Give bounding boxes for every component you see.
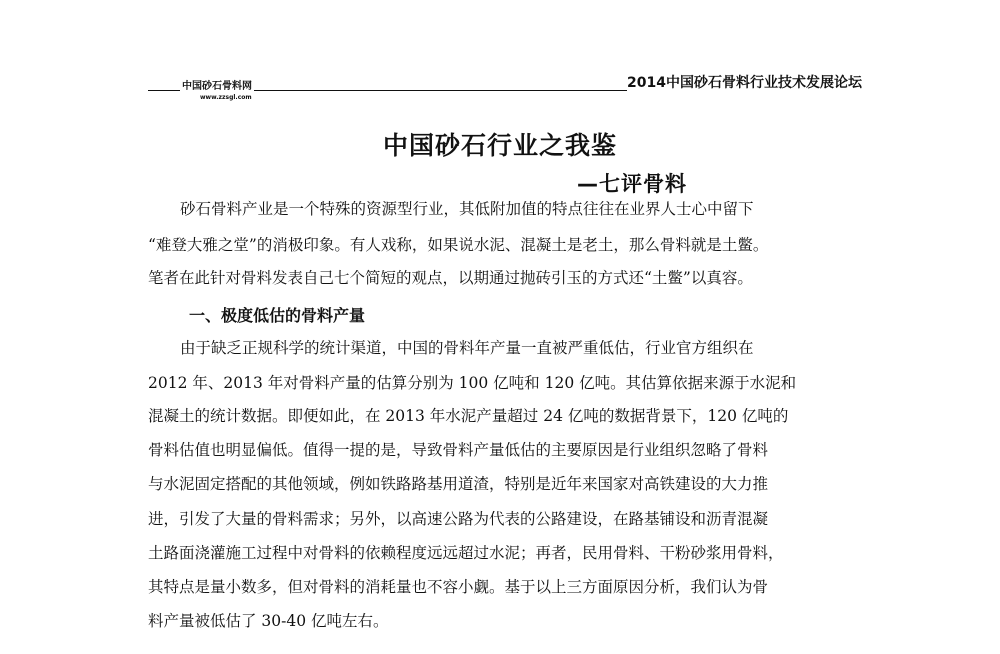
intro-line: 砂石骨料产业是一个特殊的资源型行业，其低附加值的特点往往在业界人士心中留下 — [180, 200, 754, 218]
body-line: 料产量被低估了 30-40 亿吨左右。 — [148, 612, 389, 630]
body-line: 进，引发了大量的骨料需求；另外，以高速公路为代表的公路建设，在路基铺设和沥青混凝 — [148, 510, 769, 528]
body-line: 2012 年、2013 年对骨料产量的估算分别为 100 亿吨和 120 亿吨。其估算依据来源于水泥和 — [148, 374, 797, 392]
body-line: 土路面浇灌施工过程中对骨料的依赖程度远远超过水泥；再者，民用骨料、干粉砂浆用骨料， — [148, 544, 784, 562]
intro-line: “难登大雅之堂”的消极印象。有人戏称，如果说水泥、混凝土是老土，那么骨料就是土鳖。 — [148, 236, 769, 254]
section-heading: 一、极度低估的骨料产量 — [189, 306, 366, 325]
article-subtitle: —七评骨料 — [577, 172, 687, 196]
body-line: 与水泥固定搭配的其他领域，例如铁路路基用道渣，特别是近年来国家对高铁建设的大力推 — [148, 475, 769, 493]
body-line: 骨料估值也明显偏低。值得一提的是，导致骨料产量低估的主要原因是行业组织忽略了骨料 — [148, 441, 769, 459]
header-logo: 中国砂石骨料网 — [180, 77, 254, 92]
body-line: 混凝土的统计数据。即便如此，在 2013 年水泥产量超过 24 亿吨的数据背景下，120 亿吨的 — [148, 407, 789, 425]
forum-title: 2014中国砂石骨料行业技术发展论坛 — [627, 72, 862, 92]
page-header — [148, 68, 862, 100]
intro-line: 笔者在此针对骨料发表自己七个简短的观点，以期通过抛砖引玉的方式还“土鳖”以真容。 — [148, 269, 753, 287]
body-line: 由于缺乏正规科学的统计渠道，中国的骨料年产量一直被严重低估，行业官方组织在 — [180, 339, 754, 357]
body-line: 其特点是量小数多，但对骨料的消耗量也不容小觑。基于以上三方面原因分析，我们认为骨 — [148, 578, 769, 596]
article-title: 中国砂石行业之我鉴 — [382, 131, 617, 160]
header-logo-url: www.zzsgl.com — [200, 94, 252, 101]
